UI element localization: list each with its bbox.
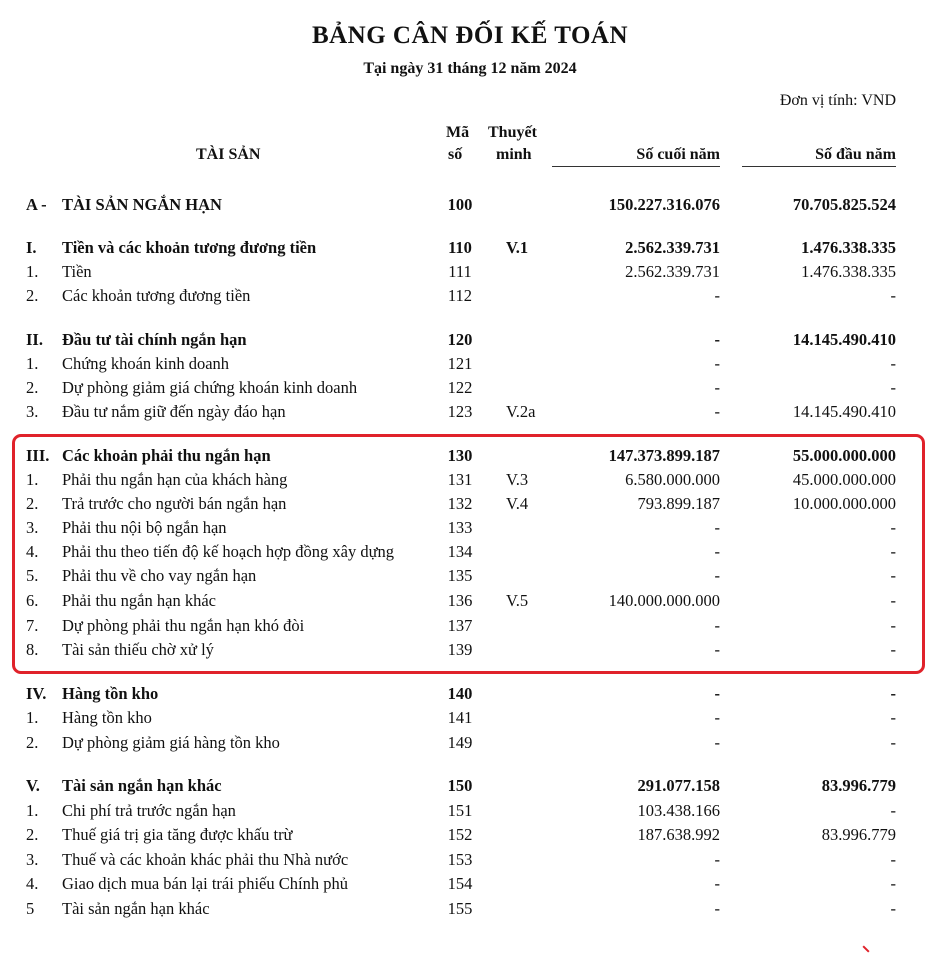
cell-code: 141: [447, 708, 473, 727]
cell-num: 1.: [26, 801, 39, 820]
cell-code: 120: [447, 330, 473, 349]
cell-num: III.: [26, 446, 50, 465]
cell-start: -: [890, 733, 896, 752]
cell-end: -: [714, 402, 720, 421]
red-pen-mark: [862, 945, 869, 952]
cell-start: 83.996.779: [821, 825, 896, 844]
cell-num: 1.: [26, 470, 39, 489]
cell-end: 187.638.992: [637, 825, 720, 844]
cell-start: -: [890, 566, 896, 585]
cell-start: -: [890, 684, 896, 703]
cell-label: Trả trước cho người bán ngắn hạn: [62, 494, 287, 513]
cell-start: -: [890, 850, 896, 869]
cell-end: -: [714, 330, 720, 349]
cell-start: 1.476.338.335: [801, 262, 896, 281]
cell-end: -: [714, 899, 720, 918]
cell-start: -: [890, 616, 896, 635]
cell-label: Đầu tư tài chính ngắn hạn: [62, 330, 247, 349]
currency-unit: Đơn vị tính: VND: [779, 92, 896, 109]
cell-num: 4.: [26, 542, 39, 561]
cell-start: 45.000.000.000: [792, 470, 896, 489]
cell-code: 133: [447, 518, 473, 537]
cell-note: V.4: [506, 494, 529, 513]
cell-start: -: [890, 801, 896, 820]
cell-code: 132: [447, 494, 473, 513]
cell-code: 155: [447, 899, 473, 918]
table-row: [0, 376, 940, 400]
cell-label: Chứng khoán kinh doanh: [62, 354, 230, 373]
cell-code: 150: [447, 776, 473, 795]
cell-num: 3.: [26, 518, 39, 537]
table-row: [0, 352, 940, 376]
cell-start: -: [890, 708, 896, 727]
cell-label: Phải thu về cho vay ngắn hạn: [62, 566, 257, 585]
table-row: [0, 260, 940, 284]
cell-label: Tài sản ngắn hạn khác: [62, 899, 210, 918]
cell-end: -: [714, 733, 720, 752]
table-row: [0, 328, 940, 352]
cell-code: 137: [447, 616, 473, 635]
cell-start: 55.000.000.000: [792, 446, 896, 465]
cell-label: Giao dịch mua bán lại trái phiếu Chính phủ: [62, 874, 348, 893]
cell-end: 103.438.166: [637, 801, 720, 820]
cell-end: -: [714, 616, 720, 635]
cell-label: Phải thu theo tiến độ kế hoạch hợp đồng xây dựng: [62, 542, 395, 561]
cell-end: -: [714, 850, 720, 869]
table-row: [0, 400, 940, 424]
cell-end: -: [714, 354, 720, 373]
cell-end: 2.562.339.731: [625, 262, 720, 281]
table-row: [0, 872, 940, 896]
cell-num: 6.: [26, 591, 39, 610]
cell-label: Phải thu ngắn hạn của khách hàng: [62, 470, 288, 489]
cell-start: -: [890, 542, 896, 561]
cell-start: 10.000.000.000: [792, 494, 896, 513]
cell-end: -: [714, 640, 720, 659]
cell-label: Dự phòng phải thu ngắn hạn khó đòi: [62, 616, 305, 635]
cell-start: 83.996.779: [821, 776, 896, 795]
cell-code: 151: [447, 801, 473, 820]
cell-num: 5: [26, 899, 35, 918]
cell-label: Tiền và các khoản tương đương tiền: [62, 238, 317, 257]
table-row: [0, 774, 940, 798]
header-code-line1: Mã: [446, 124, 470, 141]
cell-start: -: [890, 591, 896, 610]
cell-code: 154: [447, 874, 473, 893]
cell-num: 7.: [26, 616, 39, 635]
cell-code: 100: [447, 195, 473, 214]
cell-num: 4.: [26, 874, 39, 893]
cell-start: -: [890, 640, 896, 659]
cell-num: 3.: [26, 402, 39, 421]
cell-note: V.1: [506, 238, 529, 257]
cell-label: Hàng tồn kho: [62, 708, 152, 727]
cell-code: 131: [447, 470, 473, 489]
cell-code: 112: [447, 286, 473, 305]
cell-label: Các khoản tương đương tiền: [62, 286, 251, 305]
table-row: [0, 236, 940, 260]
cell-end: -: [714, 708, 720, 727]
cell-label: TÀI SẢN NGẮN HẠN: [62, 195, 222, 214]
cell-code: 134: [447, 542, 473, 561]
cell-code: 135: [447, 566, 473, 585]
cell-code: 122: [447, 378, 473, 397]
header-note-line2: minh: [496, 146, 532, 163]
cell-label: Phải thu ngắn hạn khác: [62, 591, 216, 610]
header-underline-end: [552, 166, 720, 167]
cell-code: 152: [447, 825, 473, 844]
cell-num: II.: [26, 330, 43, 349]
header-underline-start: [742, 166, 896, 167]
table-row: [0, 706, 940, 730]
cell-start: -: [890, 378, 896, 397]
cell-start: 14.145.490.410: [792, 402, 896, 421]
cell-start: -: [890, 899, 896, 918]
table-row: [0, 682, 940, 706]
table-row: [0, 848, 940, 872]
table-row: [0, 823, 940, 847]
report-date: Tại ngày 31 tháng 12 năm 2024: [363, 60, 577, 77]
cell-start: 1.476.338.335: [801, 238, 896, 257]
cell-code: 140: [447, 684, 473, 703]
cell-code: 139: [447, 640, 473, 659]
cell-num: 1.: [26, 708, 39, 727]
cell-code: 121: [447, 354, 473, 373]
cell-num: I.: [26, 238, 37, 257]
cell-num: 1.: [26, 354, 39, 373]
cell-start: 14.145.490.410: [792, 330, 896, 349]
cell-label: Các khoản phải thu ngắn hạn: [62, 446, 271, 465]
header-assets: TÀI SẢN: [196, 146, 261, 163]
cell-end: -: [714, 542, 720, 561]
cell-end: -: [714, 684, 720, 703]
cell-end: 2.562.339.731: [625, 238, 720, 257]
cell-label: Thuế và các khoản khác phải thu Nhà nước: [62, 850, 349, 869]
cell-end: -: [714, 566, 720, 585]
cell-label: Tiền: [62, 262, 92, 281]
cell-label: Hàng tồn kho: [62, 684, 159, 703]
cell-num: 5.: [26, 566, 39, 585]
cell-label: Đầu tư nắm giữ đến ngày đáo hạn: [62, 402, 286, 421]
cell-end: -: [714, 286, 720, 305]
cell-end: 6.580.000.000: [625, 470, 720, 489]
cell-code: 149: [447, 733, 473, 752]
cell-end: 150.227.316.076: [608, 195, 720, 214]
table-row: [0, 731, 940, 755]
table-row: [0, 799, 940, 823]
cell-end: -: [714, 378, 720, 397]
header-note-line1: Thuyết: [488, 124, 537, 141]
cell-start: -: [890, 518, 896, 537]
cell-label: Phải thu nội bộ ngắn hạn: [62, 518, 227, 537]
cell-num: 2.: [26, 494, 39, 513]
cell-end: 147.373.899.187: [608, 446, 720, 465]
cell-num: A -: [26, 195, 47, 214]
cell-start: -: [890, 286, 896, 305]
cell-code: 111: [448, 262, 472, 281]
cell-end: 291.077.158: [637, 776, 720, 795]
cell-note: V.3: [506, 470, 529, 489]
cell-code: 130: [447, 446, 473, 465]
table-row: [0, 897, 940, 921]
page-title: BẢNG CÂN ĐỐI KẾ TOÁN: [311, 22, 629, 49]
cell-label: Thuế giá trị gia tăng được khấu trừ: [62, 825, 293, 844]
cell-num: 2.: [26, 825, 39, 844]
cell-num: 8.: [26, 640, 39, 659]
cell-label: Dự phòng giảm giá hàng tồn kho: [62, 733, 280, 752]
cell-num: V.: [26, 776, 40, 795]
cell-label: Dự phòng giảm giá chứng khoán kinh doanh: [62, 378, 358, 397]
cell-num: 1.: [26, 262, 39, 281]
cell-label: Tài sản ngắn hạn khác: [62, 776, 222, 795]
cell-end: -: [714, 874, 720, 893]
cell-note: V.2a: [506, 402, 536, 421]
cell-num: 2.: [26, 286, 39, 305]
cell-code: 136: [447, 591, 473, 610]
cell-note: V.5: [506, 591, 529, 610]
highlight-box: [12, 434, 925, 674]
cell-num: 3.: [26, 850, 39, 869]
table-row: [0, 193, 940, 217]
cell-label: Chi phí trả trước ngắn hạn: [62, 801, 236, 820]
cell-num: 2.: [26, 378, 39, 397]
cell-code: 123: [447, 402, 473, 421]
cell-start: 70.705.825.524: [792, 195, 896, 214]
cell-label: Tài sản thiếu chờ xử lý: [62, 640, 214, 659]
table-row: [0, 284, 940, 308]
cell-num: IV.: [26, 684, 47, 703]
cell-end: 793.899.187: [637, 494, 720, 513]
header-code-line2: số: [448, 146, 463, 163]
header-start-of-year: Số đầu năm: [815, 146, 896, 163]
cell-end: -: [714, 518, 720, 537]
header-end-of-year: Số cuối năm: [636, 146, 720, 163]
cell-start: -: [890, 874, 896, 893]
cell-end: 140.000.000.000: [608, 591, 720, 610]
cell-start: -: [890, 354, 896, 373]
cell-code: 110: [448, 238, 472, 257]
cell-num: 2.: [26, 733, 39, 752]
cell-code: 153: [447, 850, 473, 869]
